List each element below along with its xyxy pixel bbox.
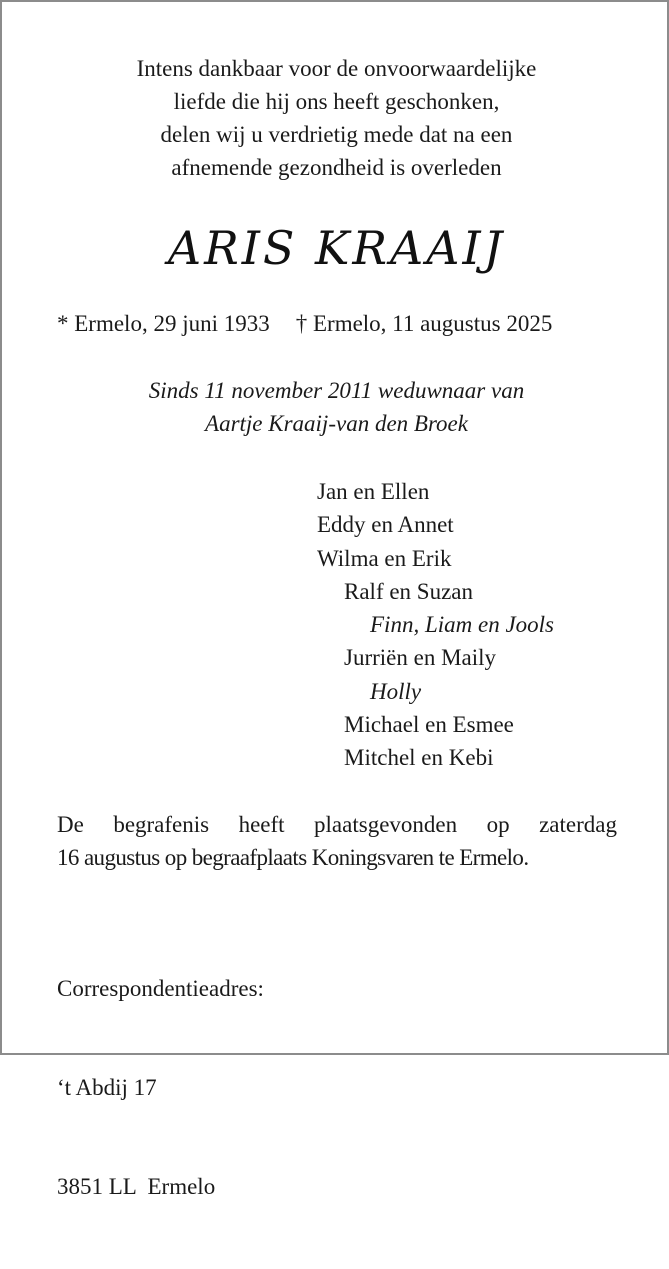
funeral-word: De bbox=[57, 812, 84, 837]
funeral-line bbox=[57, 808, 617, 841]
funeral-info bbox=[57, 808, 617, 874]
family-member: Finn, Liam en Jools bbox=[370, 612, 554, 638]
family-member: Eddy en Annet bbox=[317, 512, 454, 538]
intro-line: afnemende gezondheid is overleden bbox=[171, 155, 502, 180]
widower-line: Sinds 11 november 2011 weduwnaar van bbox=[148, 378, 525, 403]
family-member: Jan en Ellen bbox=[317, 479, 430, 504]
funeral-word: zaterdag bbox=[539, 812, 617, 837]
family-member: Michael en Esmee bbox=[344, 712, 514, 738]
family-member: Holly bbox=[370, 678, 422, 704]
death-date: † Ermelo, 11 augustus 2025 bbox=[295, 311, 553, 336]
funeral-word: begrafenis bbox=[113, 812, 210, 837]
spouse-name: Aartje Kraaij-van den Broek bbox=[205, 411, 468, 436]
funeral-word: plaatsgevonden bbox=[314, 812, 458, 837]
address-city: 3851 LL Ermelo bbox=[57, 1174, 216, 1199]
funeral-line: 16 augustus op begraafplaats Koningsvaren te Ermelo. bbox=[57, 845, 529, 870]
family-member: Jurriën en Maily bbox=[344, 645, 497, 671]
deceased-name: ARIS KRAAIJ bbox=[167, 221, 506, 275]
family-list bbox=[317, 475, 554, 775]
funeral-word: heeft bbox=[238, 812, 285, 837]
correspondence-address bbox=[57, 906, 264, 1269]
address-label: Correspondentieadres: bbox=[57, 976, 264, 1001]
life-dates bbox=[57, 308, 627, 340]
funeral-word: op bbox=[486, 812, 510, 837]
intro-line: Intens dankbaar voor de onvoorwaardelijke bbox=[136, 56, 537, 81]
family-member: Wilma en Erik bbox=[317, 545, 452, 571]
intro-text bbox=[2, 52, 669, 184]
intro-line: delen wij u verdrietig mede dat na een bbox=[160, 122, 513, 147]
family-member: Mitchel en Kebi bbox=[344, 745, 494, 771]
birth-date: * Ermelo, 29 juni 1933 bbox=[57, 311, 270, 336]
intro-line: liefde die hij ons heeft geschonken, bbox=[173, 89, 500, 114]
widower-note bbox=[2, 374, 669, 440]
address-street: ‘t Abdij 17 bbox=[57, 1075, 157, 1100]
family-member: Ralf en Suzan bbox=[344, 578, 474, 604]
